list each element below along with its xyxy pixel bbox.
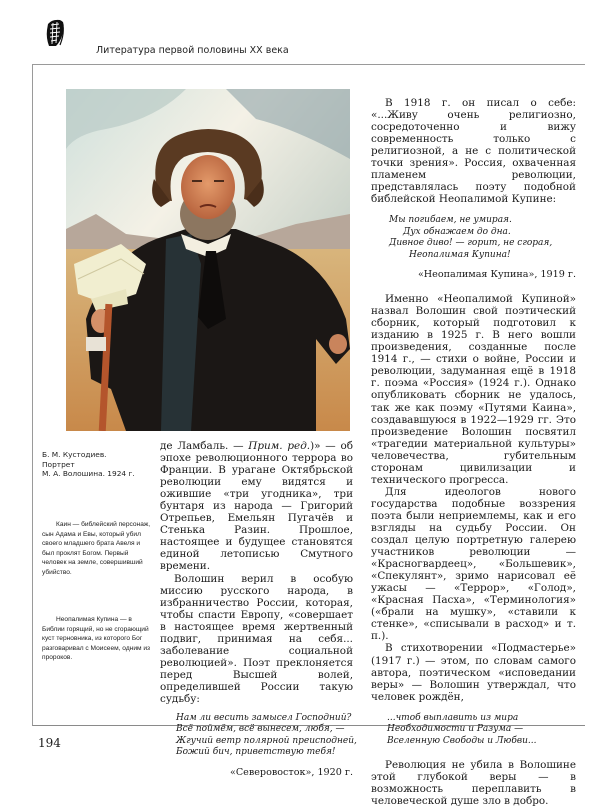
poem-line: Дух обнажаем до дна. bbox=[403, 226, 511, 237]
poem-line: Дивное диво! — горит, не сгорая, bbox=[389, 238, 553, 249]
poem-quote bbox=[389, 215, 576, 261]
poem-line: Нам ли весить замысел Господний? bbox=[176, 713, 352, 724]
paragraph: Именно «Неопалимой Купиной» назвал Волошин свой поэтический сборник, который подготовил к изданию в 1925 г. В него вошли произведения, созданные после 1914 г., — стихи о войне, России и революции, задуманная ещё в 1918 г. поэма «Россия» (1924 г.). Однако опубликовать сборник не удалось, так же как поэму «Путями Каина», создававшуюся в 1922—1929 гг. Это произведение Волошин посвятил «трагедии материальной культуры» человечества, губительным сторонам цивилизации и технического прогресса. bbox=[371, 293, 576, 486]
side-note-cain: Каин — библейский персонаж, сын Адама и Евы, который убил своего младшего брата Авеля и был проклят Богом. Первый человек на земле, совершивший убийство. bbox=[42, 521, 151, 576]
poem-line: Вселенную Свободы и Любви... bbox=[387, 735, 537, 746]
left-text-column bbox=[160, 440, 357, 779]
paragraph: Революция не убила в Волошине этой глубокой веры — в возможность переплавить в человеческой душе зло в добро. bbox=[371, 758, 576, 807]
poem-line: Мы погибаем, не умирая. bbox=[389, 215, 512, 226]
caption-line: М. А. Волошина. 1924 г. bbox=[42, 469, 135, 479]
poem-line: Необходимости и Разума — bbox=[387, 724, 524, 735]
poem-source: «Северовосток», 1920 г. bbox=[229, 766, 353, 778]
caption-line: Б. М. Кустодиев. bbox=[42, 450, 107, 459]
poem-source: «Неопалимая Купина», 1919 г. bbox=[417, 269, 576, 281]
poem-line: Жгучий ветр полярной преисподней, bbox=[176, 735, 357, 746]
paragraph: Волошин верил в особую миссию русского народа, в избранничество России, которая, чтобы спасти Европу, «совершает в настоящее время жертвенный подвиг, принимая на себя... заболевание социальной революцией». Поэт преклоняется перед Высшей волей, определившей России такую судьбу: bbox=[160, 572, 353, 705]
poem-quote bbox=[176, 713, 357, 759]
portrait-caption bbox=[42, 450, 152, 479]
paragraph: В стихотворении «Подмастерье» (1917 г.) — этом, по словам самого автора, поэтическом «исповедании веры» — Волошин утверждал, что человек рождён, bbox=[371, 642, 576, 703]
paragraph: Для идеологов нового государства подобные воззрения поэта были неприемлемы, как и его взгляды на судьбу России. Он создал целую портретную галерею участников революции — «Красногвардеец», «Большевик», «Спекулянт», зримо нарисовал её ужасы — «Террор», «Голод», «Красная Пасха», «Терминология» («брали на мушку», «ставили к стенке», «списывали в расход» и т. п.). bbox=[371, 485, 576, 643]
paragraph: де Ламбаль. — Прим. ред.)» — об эпохе революционного террора во Франции. В урагане Октябрьской революции ему видятся и ожившие «три угодника», три бунтаря из народа — Григорий Отрепьев, Емельян Пугачёв и Стенька Разин. Прошлое, настоящее и будущее становятся единой летописью Смутного времени. bbox=[160, 440, 353, 573]
caption-line: Портрет bbox=[42, 459, 75, 469]
poem-line: Божий бич, приветствую тебя! bbox=[176, 747, 336, 758]
running-header-title: Литература первой половины XX века bbox=[96, 45, 289, 56]
poem-line: Неопалимая Купина! bbox=[409, 249, 511, 260]
book-emblem-icon bbox=[44, 18, 66, 48]
page-number: 194 bbox=[38, 736, 61, 750]
poem-line: ...чтоб выплавить из мира bbox=[387, 712, 519, 723]
paragraph: В 1918 г. он писал о себе: «...Живу очень религиозно, сосредоточенно и вижу современность только с религиозной, а не с политической точки зрения». Россия, охваченная пламенем революции, представлялась поэту подобной библейской Неопалимой Купине: bbox=[371, 97, 576, 206]
portrait-painting bbox=[66, 89, 350, 431]
right-text-column bbox=[371, 97, 576, 807]
poem-line: Всё поймём, всё вынесем, любя, — bbox=[176, 724, 345, 735]
editor-note: Прим. ред. bbox=[248, 440, 311, 452]
poem-quote bbox=[387, 713, 576, 747]
side-note-burning-bush: Неопалимая Купина — в Библии горящий, но не сгорающий куст терновника, из которого Бог разговаривал с Моисеем, одним из пророков. bbox=[42, 616, 151, 662]
